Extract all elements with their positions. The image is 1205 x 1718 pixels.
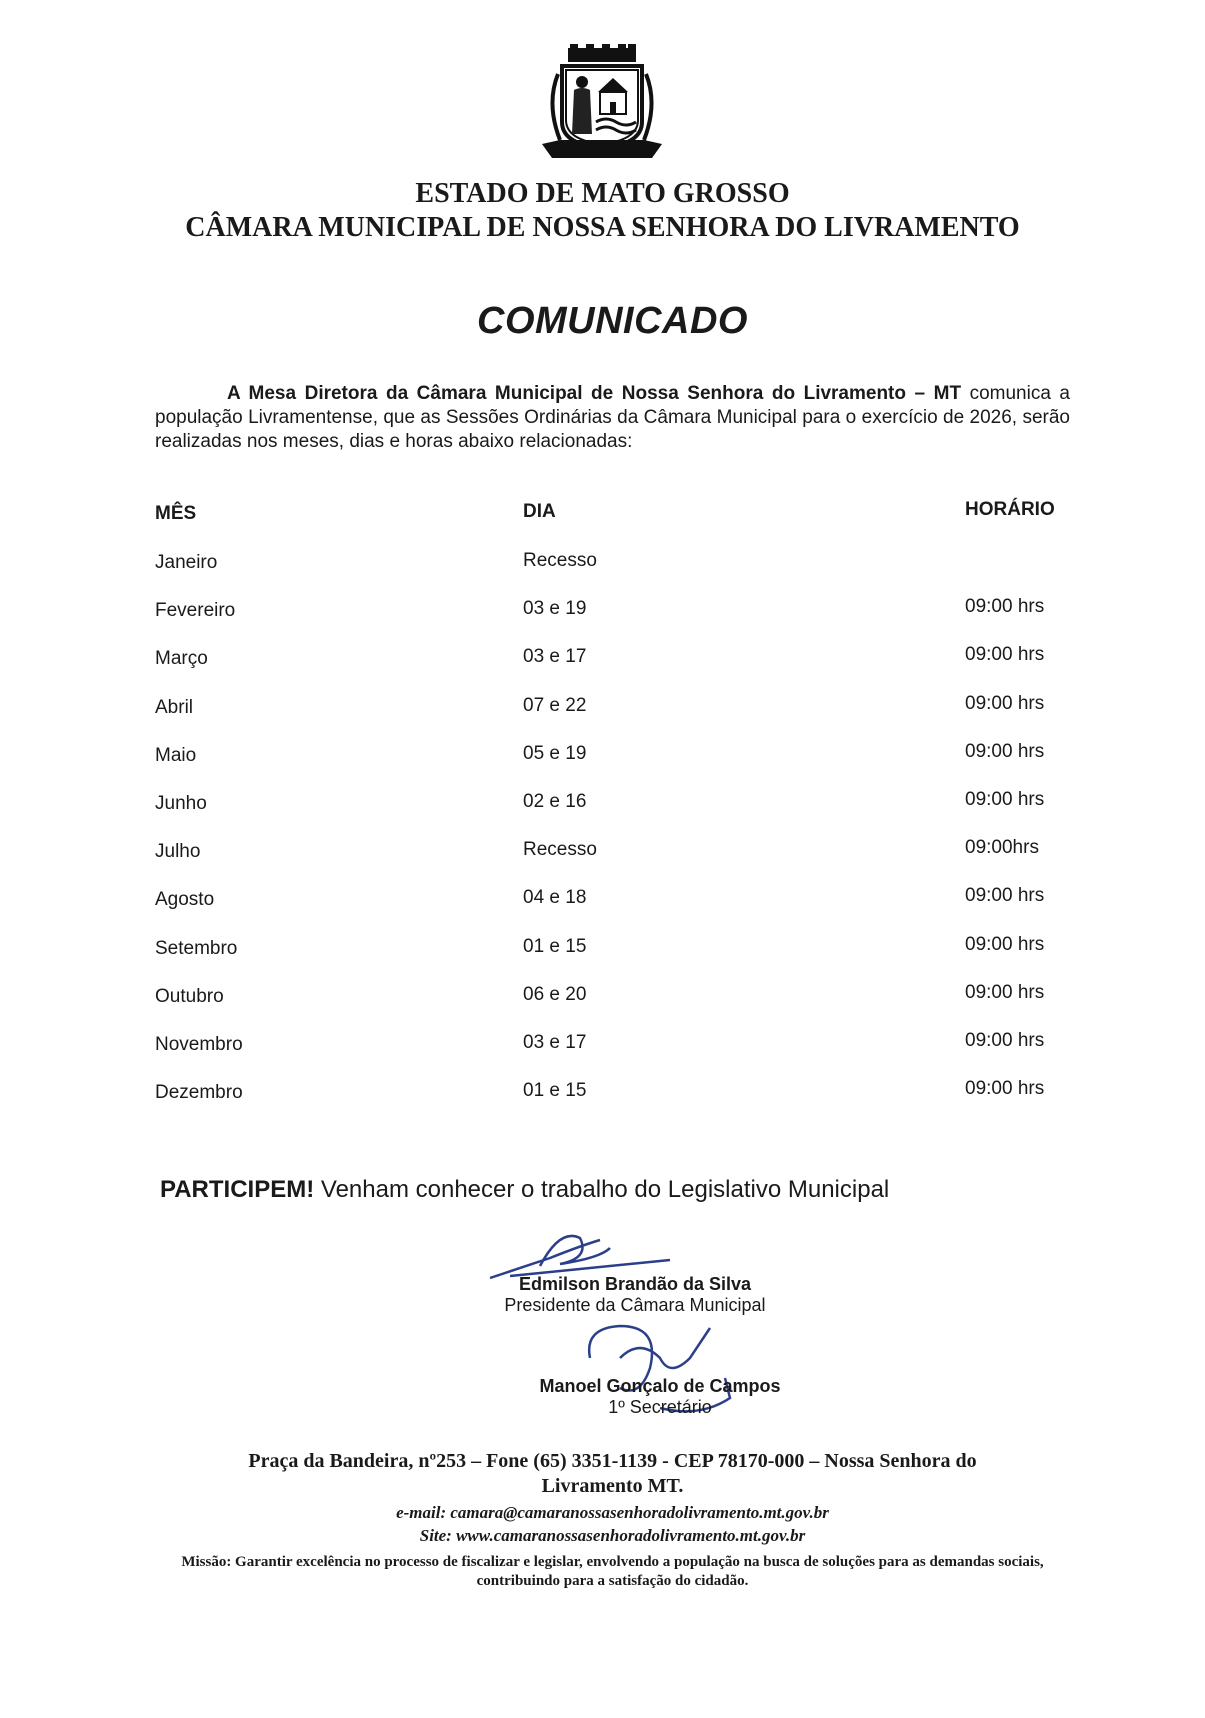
cell-time: 09:00 hrs (965, 981, 1045, 1003)
cell-day: 04 e 18 (523, 887, 587, 909)
cell-month: Junho (155, 793, 207, 814)
cell-day: 02 e 16 (523, 791, 587, 812)
president-signature-block (460, 1274, 810, 1316)
header-month: MÊS (155, 503, 197, 524)
cell-time: 09:00 hrs (965, 885, 1045, 907)
footer-mission: Missão: Garantir excelência no processo de fiscalizar e legislar, envolvendo a população na busca de soluções para as demandas sociais, contribuindo para a satisfação do cidadão. (181, 1554, 1044, 1589)
cell-day: Recesso (523, 550, 597, 571)
intro-lead: A Mesa Diretora da Câmara Municipal de Nossa Senhora do Livramento – MT (227, 383, 962, 404)
footer-email: e-mail: camara@camaranossasenhoradolivramento.mt.gov.br (396, 1503, 829, 1522)
secretary-role: 1º Secretário (608, 1397, 712, 1417)
header-time: HORÁRIO (965, 499, 1055, 520)
secretary-signature-block (500, 1376, 820, 1418)
intro-rest: comunica a população Livramentense, que as Sessões Ordinárias da Câmara Municipal para o exercício de 2026, serão realizadas nos meses, dias e horas abaixo relacionadas: (155, 383, 1070, 452)
cell-month: Março (155, 648, 208, 670)
footer-address-line2: Livramento MT. (541, 1475, 684, 1497)
cell-time: 09:00 hrs (965, 789, 1045, 810)
cell-month: Outubro (155, 985, 224, 1007)
cell-day: Recesso (523, 839, 597, 861)
cell-month: Setembro (155, 937, 238, 959)
cell-time: 09:00hrs (965, 837, 1039, 859)
cell-time: 09:00 hrs (965, 644, 1045, 666)
president-role: Presidente da Câmara Municipal (504, 1295, 766, 1315)
cell-time: 09:00 hrs (965, 740, 1045, 762)
cell-month: Novembro (155, 1034, 243, 1055)
header-day: DIA (523, 501, 556, 522)
cell-month: Agosto (155, 889, 215, 911)
cell-day: 03 e 17 (523, 1032, 587, 1053)
cell-month: Maio (155, 744, 197, 766)
cell-month: Abril (155, 696, 194, 718)
cell-month: Dezembro (155, 1082, 243, 1104)
cell-month: Janeiro (155, 552, 218, 573)
secretary-name: Manoel Gonçalo de Campos (539, 1376, 781, 1396)
cell-month: Fevereiro (155, 600, 236, 622)
cell-time: 09:00 hrs (965, 1078, 1045, 1100)
closing-text: Venham conhecer o trabalho do Legislativo Municipal (314, 1176, 890, 1203)
cell-time: 09:00 hrs (965, 596, 1045, 618)
president-name: Edmilson Brandão da Silva (518, 1274, 752, 1294)
intro-paragraph (155, 382, 1070, 454)
state-heading: ESTADO DE MATO GROSSO (415, 178, 790, 209)
cell-day: 03 e 17 (523, 646, 587, 668)
cell-day: 05 e 19 (523, 742, 587, 764)
closing-message (160, 1176, 889, 1204)
cell-day: 06 e 20 (523, 983, 587, 1005)
footer-site: Site: www.camaranossasenhoradolivramento.mt.gov.br (419, 1526, 806, 1545)
cell-day: 07 e 22 (523, 694, 587, 716)
cell-day: 01 e 15 (523, 935, 587, 957)
notice-title: COMUNICADO (477, 300, 748, 342)
chamber-heading: CÂMARA MUNICIPAL DE NOSSA SENHORA DO LIVRAMENTO (185, 212, 1020, 243)
closing-emphasis: PARTICIPEM! (160, 1176, 315, 1203)
cell-time: 09:00 hrs (965, 1030, 1045, 1051)
cell-month: Julho (155, 841, 201, 863)
municipal-seal-logo (540, 44, 664, 162)
footer-address-line1: Praça da Bandeira, nº253 – Fone (65) 3351-1139 - CEP 78170-000 – Nossa Senhora do (248, 1450, 977, 1472)
cell-time: 09:00 hrs (965, 933, 1045, 955)
cell-day: 03 e 19 (523, 598, 587, 620)
cell-time: 09:00 hrs (965, 692, 1045, 714)
cell-day: 01 e 15 (523, 1080, 587, 1102)
